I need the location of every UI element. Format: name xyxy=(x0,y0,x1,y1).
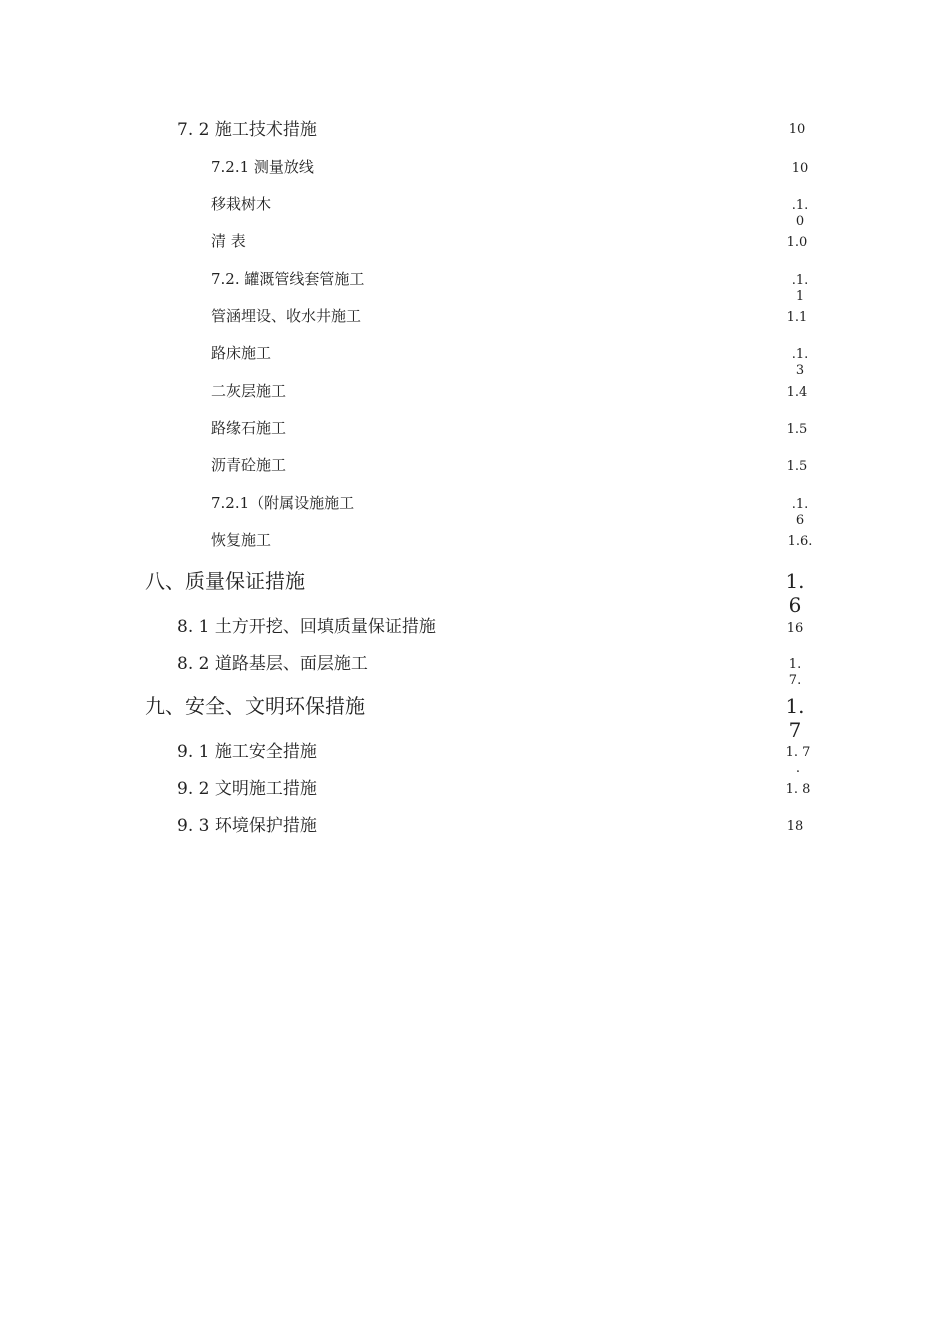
toc-entry-page: .1. 1 xyxy=(791,273,809,304)
toc-entry-label: 7.2.1（附属设施施工 xyxy=(211,494,355,512)
toc-entry-label: 9. 1 施工安全措施 xyxy=(177,742,317,762)
toc-entry-label: 清 表 xyxy=(211,232,246,250)
toc-entry-page: 1. 7 xyxy=(785,694,805,742)
toc-entry-label: 8. 1 土方开挖、回填质量保证措施 xyxy=(177,617,436,637)
toc-entry-page: 1. 7. xyxy=(788,657,802,688)
toc-entry-page: 1. 7 . xyxy=(785,745,811,776)
toc-entry-label: 8. 2 道路基层、面层施工 xyxy=(177,654,368,674)
toc-entry-label: 沥青砼施工 xyxy=(211,456,287,474)
toc-entry-label: 恢复施工 xyxy=(211,531,272,549)
toc-entry-page: 10 xyxy=(791,161,809,176)
toc-entry-page: 1.0 xyxy=(786,235,808,250)
toc-entry-label: 路床施工 xyxy=(211,344,272,362)
toc-entry-label: 7. 2 施工技术措施 xyxy=(177,120,317,140)
toc-entry-label: 八、质量保证措施 xyxy=(145,569,305,593)
toc-entry-label: 9. 2 文明施工措施 xyxy=(177,779,317,799)
toc-entry-page: 1.4 xyxy=(786,385,808,400)
toc-entry-label: 路缘石施工 xyxy=(211,419,287,437)
toc-entry-page: .1. 3 xyxy=(791,347,809,378)
toc-entry-label: 移栽树木 xyxy=(211,195,272,213)
toc-entry-page: 1.1 xyxy=(786,310,808,325)
toc-entry-page: 16 xyxy=(786,621,804,636)
toc-entry-label: 7.2.1 测量放线 xyxy=(211,158,314,176)
toc-entry-label: 9. 3 环境保护措施 xyxy=(177,816,317,836)
toc-entry-page: .1. 6 xyxy=(791,497,809,528)
toc-entry-page: 1. 6 xyxy=(785,569,805,617)
toc-entry-page: 1.6. xyxy=(787,534,813,549)
toc-entry-label: 管涵埋设、收水井施工 xyxy=(211,307,362,325)
toc-entry-page: 1.5 xyxy=(786,422,808,437)
toc-entry-page: 18 xyxy=(786,819,804,834)
toc-entry-label: 7.2. 罐溉管线套管施工 xyxy=(211,270,365,288)
toc-entry-label: 二灰层施工 xyxy=(211,382,287,400)
toc-entry-page: 1.5 xyxy=(786,459,808,474)
toc-entry-label: 九、安全、文明环保措施 xyxy=(145,694,365,718)
toc-entry-page: 1. 8 xyxy=(785,782,811,797)
toc-entry-page: .1. 0 xyxy=(791,198,809,229)
toc-entry-page: 10 xyxy=(788,122,806,137)
